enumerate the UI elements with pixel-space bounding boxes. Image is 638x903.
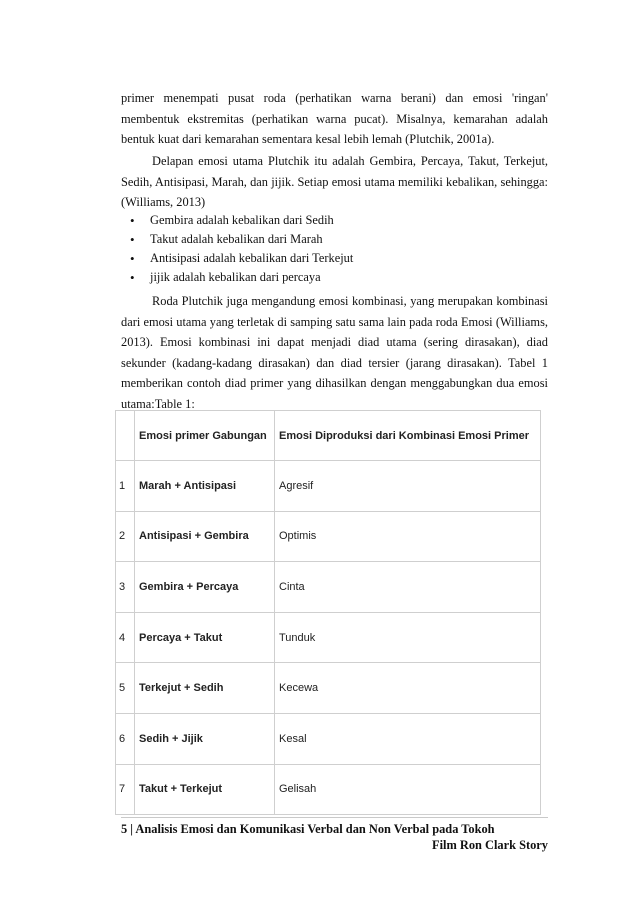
row-result: Tunduk: [275, 612, 541, 663]
row-combination: Gembira + Percaya: [135, 562, 275, 613]
row-number: 2: [116, 511, 135, 562]
table-row: [116, 764, 541, 815]
footer-title-line1: 5 | Analisis Emosi dan Komunikasi Verbal dan Non Verbal pada Tokoh: [121, 822, 495, 836]
row-result: Optimis: [275, 511, 541, 562]
header-cell-number: [116, 411, 135, 461]
row-number: 3: [116, 562, 135, 613]
row-combination: Takut + Terkejut: [135, 764, 275, 815]
opposites-list: [130, 211, 353, 287]
row-combination: Antisipasi + Gembira: [135, 511, 275, 562]
header-cell-result: Emosi Diproduksi dari Kombinasi Emosi Primer: [275, 411, 541, 461]
list-item: • jijik adalah kebalikan dari percaya: [130, 268, 353, 287]
row-result: Cinta: [275, 562, 541, 613]
row-result: Kesal: [275, 713, 541, 764]
row-number: 1: [116, 461, 135, 512]
table-row: [116, 562, 541, 613]
row-combination: Percaya + Takut: [135, 612, 275, 663]
table-row: [116, 612, 541, 663]
table-row: [116, 461, 541, 512]
row-number: 7: [116, 764, 135, 815]
header-cell-combination: Emosi primer Gabungan: [135, 411, 275, 461]
table-row: [116, 663, 541, 714]
row-number: 5: [116, 663, 135, 714]
row-result: Agresif: [275, 461, 541, 512]
list-item: • Antisipasi adalah kebalikan dari Terkejut: [130, 249, 353, 268]
row-combination: Terkejut + Sedih: [135, 663, 275, 714]
table-header-row: [116, 411, 541, 461]
page-footer: [121, 821, 548, 853]
row-number: 4: [116, 612, 135, 663]
footer-title-line2: Film Ron Clark Story: [432, 838, 548, 852]
row-combination: Sedih + Jijik: [135, 713, 275, 764]
paragraph-combination-emotions: Roda Plutchik juga mengandung emosi kombinasi, yang merupakan kombinasi dari emosi utama yang terletak di samping satu sama lain pada roda Emosi (Williams, 2013). Emosi kombinasi ini dapat menjadi diad utama (sering dirasakan), diad sekunder (kadang-kadang dirasakan) dan diad tersier (jarang dirasakan). Tabel 1 memberikan contoh diad primer yang dihasilkan dengan menggabungkan dua emosi utama:Table 1:: [121, 294, 548, 411]
row-result: Kecewa: [275, 663, 541, 714]
dyad-table: [115, 410, 541, 815]
table-row: [116, 511, 541, 562]
table-row: [116, 713, 541, 764]
list-item: • Gembira adalah kebalikan dari Sedih: [130, 211, 353, 230]
row-combination: Marah + Antisipasi: [135, 461, 275, 512]
paragraph-intro: primer menempati pusat roda (perhatikan warna berani) dan emosi 'ringan' membentuk ekstremitas (perhatikan warna pucat). Misalnya, kemarahan adalah bentuk kuat dari kemarahan sementara kesal lebih lemah (Plutchik, 2001a).: [121, 91, 548, 146]
row-number: 6: [116, 713, 135, 764]
row-result: Gelisah: [275, 764, 541, 815]
list-item: • Takut adalah kebalikan dari Marah: [130, 230, 353, 249]
paragraph-primary-emotions: Delapan emosi utama Plutchik itu adalah Gembira, Percaya, Takut, Terkejut, Sedih, Antisipasi, Marah, dan jijik. Setiap emosi utama memiliki kebalikan, sehingga: (Williams, 2013): [121, 154, 548, 209]
footer-divider: [121, 817, 548, 818]
